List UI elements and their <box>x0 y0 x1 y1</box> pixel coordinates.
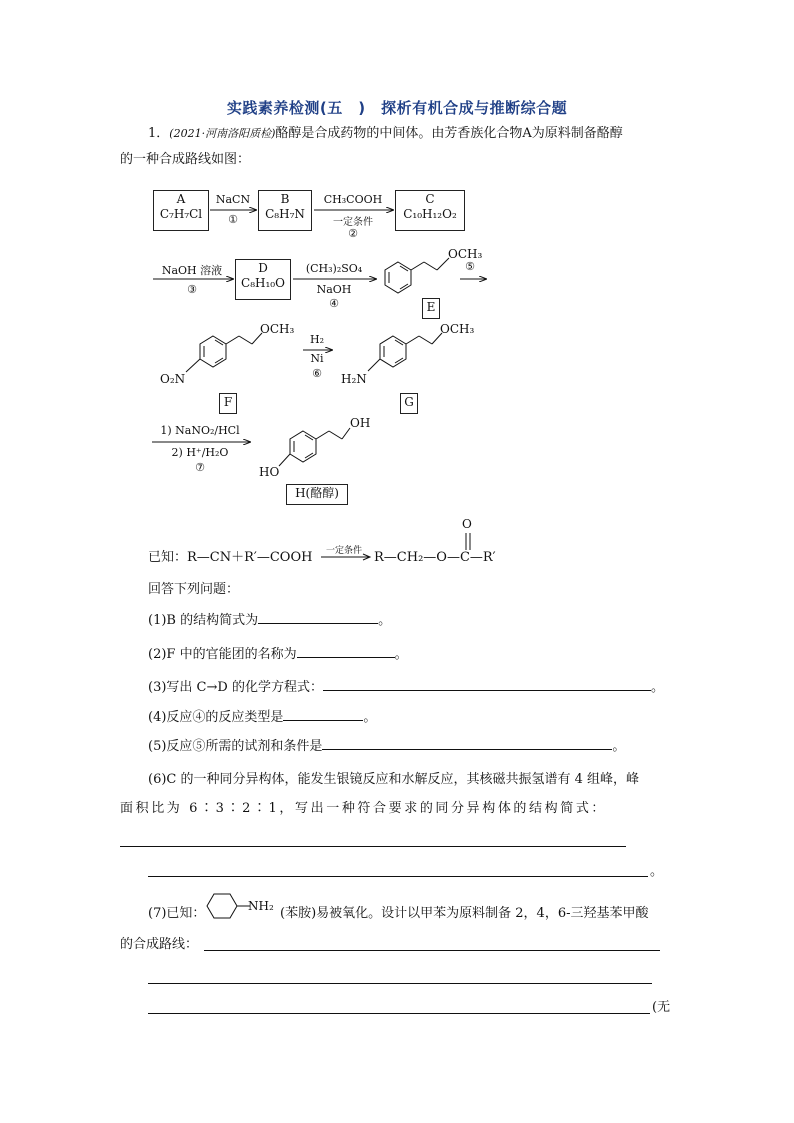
q1-2-answer-blank[interactable] <box>297 645 395 658</box>
known-reaction-product: R—CH₂—O—C—R′ <box>374 550 496 565</box>
compound-d-label: D <box>258 261 268 275</box>
compound-f-box: F <box>219 393 237 414</box>
step5-number: ⑤ <box>465 260 475 273</box>
q1-6-end: 。 <box>650 864 664 879</box>
g-och3-label: OCH₃ <box>440 322 475 336</box>
compound-b-formula: C₈H₇N <box>265 207 305 221</box>
q1-7-trailing-text: (无 <box>652 1000 671 1015</box>
g-h2n-label: H₂N <box>341 372 367 386</box>
q1-3-answer-blank[interactable] <box>323 678 651 691</box>
step1-reagent: NaCN <box>215 193 251 206</box>
answer-prompt: 回答下列问题： <box>148 582 240 597</box>
step2-condition: 一定条件 <box>333 217 373 228</box>
question-number: 1． <box>148 126 170 141</box>
step1-number: ① <box>228 213 238 226</box>
compound-e-box: E <box>422 298 440 319</box>
step4-number: ④ <box>329 297 339 310</box>
q1-5-end: 。 <box>612 739 626 754</box>
q1-7-answer-line-3[interactable] <box>148 1013 650 1014</box>
q1-6-answer-line-2[interactable] <box>148 876 648 877</box>
question-1-7-mid: (苯胺)易被氧化。设计以甲苯为原料制备 2，4，6-三羟基苯甲酸 <box>280 906 649 921</box>
compound-e-structure <box>385 258 449 293</box>
page-title: 实践素养检测(五 ) 探析有机合成与推断综合题 <box>226 99 568 117</box>
step7-condition: 2) H⁺/H₂O <box>171 446 229 459</box>
question-1-1 <box>148 609 391 633</box>
q1-6-answer-line-1[interactable] <box>120 846 626 847</box>
question-1-7-start: (7)已知： <box>148 906 206 921</box>
q1-4-end: 。 <box>363 710 377 725</box>
q1-2-end: 。 <box>394 647 408 662</box>
q1-7-answer-line-1[interactable] <box>204 950 660 951</box>
step3-number: ③ <box>187 283 197 296</box>
step2-number: ② <box>348 227 358 240</box>
step6-reagent: H₂ <box>309 333 324 346</box>
f-o2n-label: O₂N <box>160 372 186 386</box>
step4-reagent: (CH₃)₂SO₄ <box>305 262 363 275</box>
q1-4-text: (4)反应④的反应类型是 <box>148 710 284 725</box>
q1-2-text: (2)F 中的官能团的名称为 <box>148 647 297 662</box>
question-1-6-line-1: (6)C 的一种同分异构体，能发生银镜反应和水解反应，其核磁共振氢谱有 4 组峰，峰 <box>148 772 640 787</box>
compound-c-formula: C₁₀H₁₂O₂ <box>403 207 457 221</box>
known-reaction-condition: 一定条件 <box>325 546 362 556</box>
known-reaction-arrow <box>320 552 372 562</box>
f-och3-label: OCH₃ <box>260 322 295 336</box>
compound-f-structure <box>186 333 262 372</box>
compound-a-formula: C₇H₇Cl <box>159 207 203 221</box>
known-reaction-prefix: 已知：R—CN＋R′—COOH <box>148 550 313 565</box>
aniline-nh2-label: NH₂ <box>248 899 274 913</box>
step4-condition: NaOH <box>316 283 352 296</box>
question-1-7-line-2: 的合成路线： <box>120 937 199 952</box>
compound-h-structure <box>279 428 350 466</box>
q1-1-text: (1)B 的结构简式为 <box>148 613 259 628</box>
q1-7-answer-line-2[interactable] <box>148 983 652 984</box>
h-oh-label: OH <box>350 416 371 430</box>
known-carbonyl-double-bond <box>463 532 473 552</box>
question-source: (2021·河南洛阳质检) <box>169 127 276 140</box>
step2-reagent: CH₃COOH <box>323 193 383 206</box>
compound-g-box: G <box>400 393 418 414</box>
intro-line-1: 酪醇是合成药物的中间体。由芳香族化合物A为原料制备酪醇 <box>275 126 623 141</box>
q1-4-answer-blank[interactable] <box>283 708 363 721</box>
q1-5-text: (5)反应⑤所需的试剂和条件是 <box>148 739 323 754</box>
compound-h-box: H(酪醇) <box>286 484 348 505</box>
q1-1-answer-blank[interactable] <box>258 611 378 624</box>
known-carbonyl-o: O <box>462 517 472 531</box>
h-ho-label: HO <box>259 465 280 479</box>
compound-g-structure <box>368 333 442 371</box>
q1-3-end: 。 <box>650 680 664 695</box>
question-1-4 <box>148 706 376 730</box>
synthesis-route-diagram <box>0 0 794 530</box>
q1-1-end: 。 <box>378 613 392 628</box>
aniline-structure <box>204 890 254 922</box>
q1-5-answer-blank[interactable] <box>322 737 612 750</box>
step3-reagent: NaOH 溶液 <box>161 264 223 277</box>
question-1-2 <box>148 643 408 667</box>
compound-c-label: C <box>425 192 435 206</box>
q1-3-text: (3)写出 C→D 的化学方程式： <box>148 680 323 695</box>
question-1-3 <box>148 676 664 700</box>
step6-number: ⑥ <box>312 367 322 380</box>
question-1-6-line-2: 面积比为 6∶3∶2∶1，写出一种符合要求的同分异构体的结构简式： <box>120 801 608 816</box>
e-och3-label: OCH₃ <box>448 247 483 261</box>
step6-condition: Ni <box>310 352 324 365</box>
intro-line-2: 的一种合成路线如图： <box>120 152 251 167</box>
compound-a-label: A <box>176 192 186 206</box>
question-1-5 <box>148 735 625 759</box>
compound-d-formula: C₈H₁₀O <box>241 276 285 290</box>
step7-number: ⑦ <box>195 461 205 474</box>
step7-reagent: 1) NaNO₂/HCl <box>160 424 240 437</box>
compound-b-label: B <box>280 192 290 206</box>
